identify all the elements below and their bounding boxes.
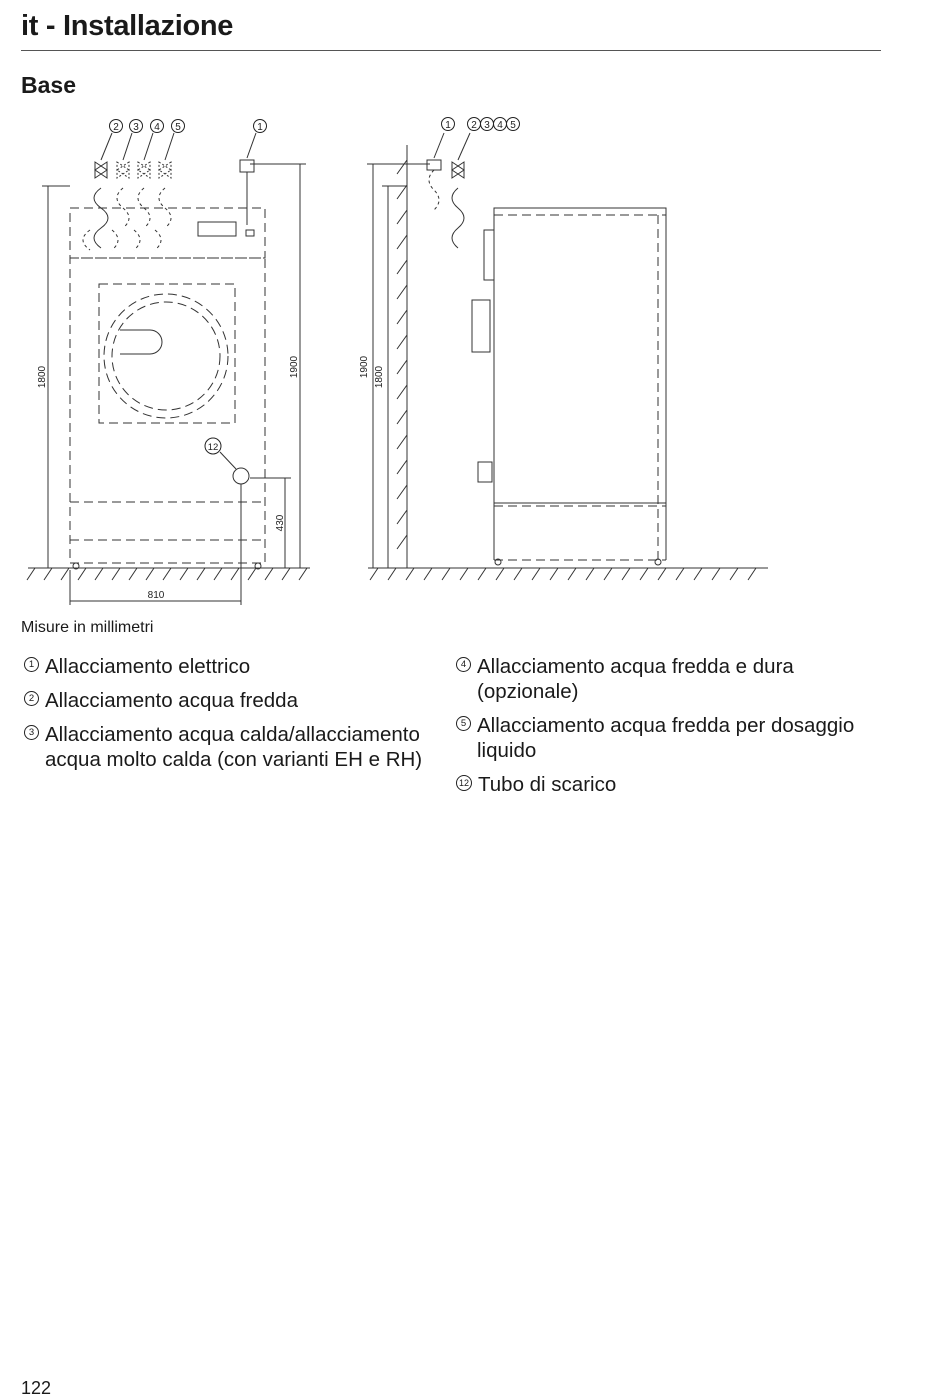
callout-4-side [494, 118, 507, 132]
side-view-solid [367, 133, 768, 580]
callout-12-front [205, 438, 221, 454]
legend-text: Allacciamento acqua calda/allacciamento acqua molto calda (con varianti EH e RH) [45, 723, 423, 771]
svg-text:1: 1 [257, 122, 263, 133]
legend-text: Allacciamento acqua fredda [45, 689, 298, 712]
front-view [70, 208, 265, 563]
svg-text:12: 12 [207, 442, 219, 453]
dim-1800-front: 1800 [37, 365, 48, 389]
svg-text:5: 5 [175, 122, 181, 133]
svg-text:3: 3 [484, 120, 490, 131]
svg-text:5: 5 [510, 120, 516, 131]
side-view-dashed [494, 215, 666, 560]
legend-left [24, 654, 444, 781]
svg-text:1: 1 [445, 120, 451, 131]
callout-3-side [481, 118, 494, 132]
legend-text: Allacciamento acqua fredda e dura (opzionale) [477, 655, 794, 703]
dim-1900-front: 1900 [289, 355, 300, 379]
section-title: Base [21, 72, 76, 98]
legend-item [24, 688, 444, 713]
dim-1900-side: 1900 [359, 355, 370, 379]
legend-item [456, 713, 876, 763]
legend-number: 2 [24, 691, 39, 706]
legend-item [456, 654, 876, 704]
front-view-solid [27, 133, 310, 605]
legend-number: 4 [456, 657, 471, 672]
callout-1-side [442, 118, 455, 132]
callout-2-front [110, 120, 123, 134]
callout-3-front [130, 120, 143, 134]
dim-430-front: 430 [275, 514, 286, 532]
callout-4-front [151, 120, 164, 134]
legend-item [24, 654, 444, 679]
header-divider [21, 50, 881, 51]
installation-drawing [0, 100, 950, 610]
legend-item [456, 772, 876, 797]
legend-number: 5 [456, 716, 471, 731]
callout-5-front [172, 120, 185, 134]
page-header-title: it - Installazione [21, 10, 234, 42]
callout-5-side [507, 118, 520, 132]
dim-1800-side: 1800 [374, 365, 385, 389]
svg-text:2: 2 [113, 122, 119, 133]
dim-810-front: 810 [147, 590, 165, 601]
svg-text:4: 4 [154, 122, 160, 133]
legend-text: Tubo di scarico [478, 773, 617, 796]
svg-text:3: 3 [133, 122, 139, 133]
svg-text:2: 2 [471, 120, 477, 131]
legend-number: 12 [456, 775, 472, 791]
units-caption: Misure in millimetri [21, 619, 154, 636]
legend-right [456, 654, 876, 806]
legend-item [24, 722, 444, 772]
callout-2-side [468, 118, 481, 132]
legend-number: 1 [24, 657, 39, 672]
page-number: 122 [21, 1378, 52, 1398]
callout-1-front [254, 120, 267, 134]
svg-text:4: 4 [497, 120, 503, 131]
legend-text: Allacciamento elettrico [45, 655, 251, 678]
legend-number: 3 [24, 725, 39, 740]
legend-text: Allacciamento acqua fredda per dosaggio liquido [477, 714, 855, 762]
